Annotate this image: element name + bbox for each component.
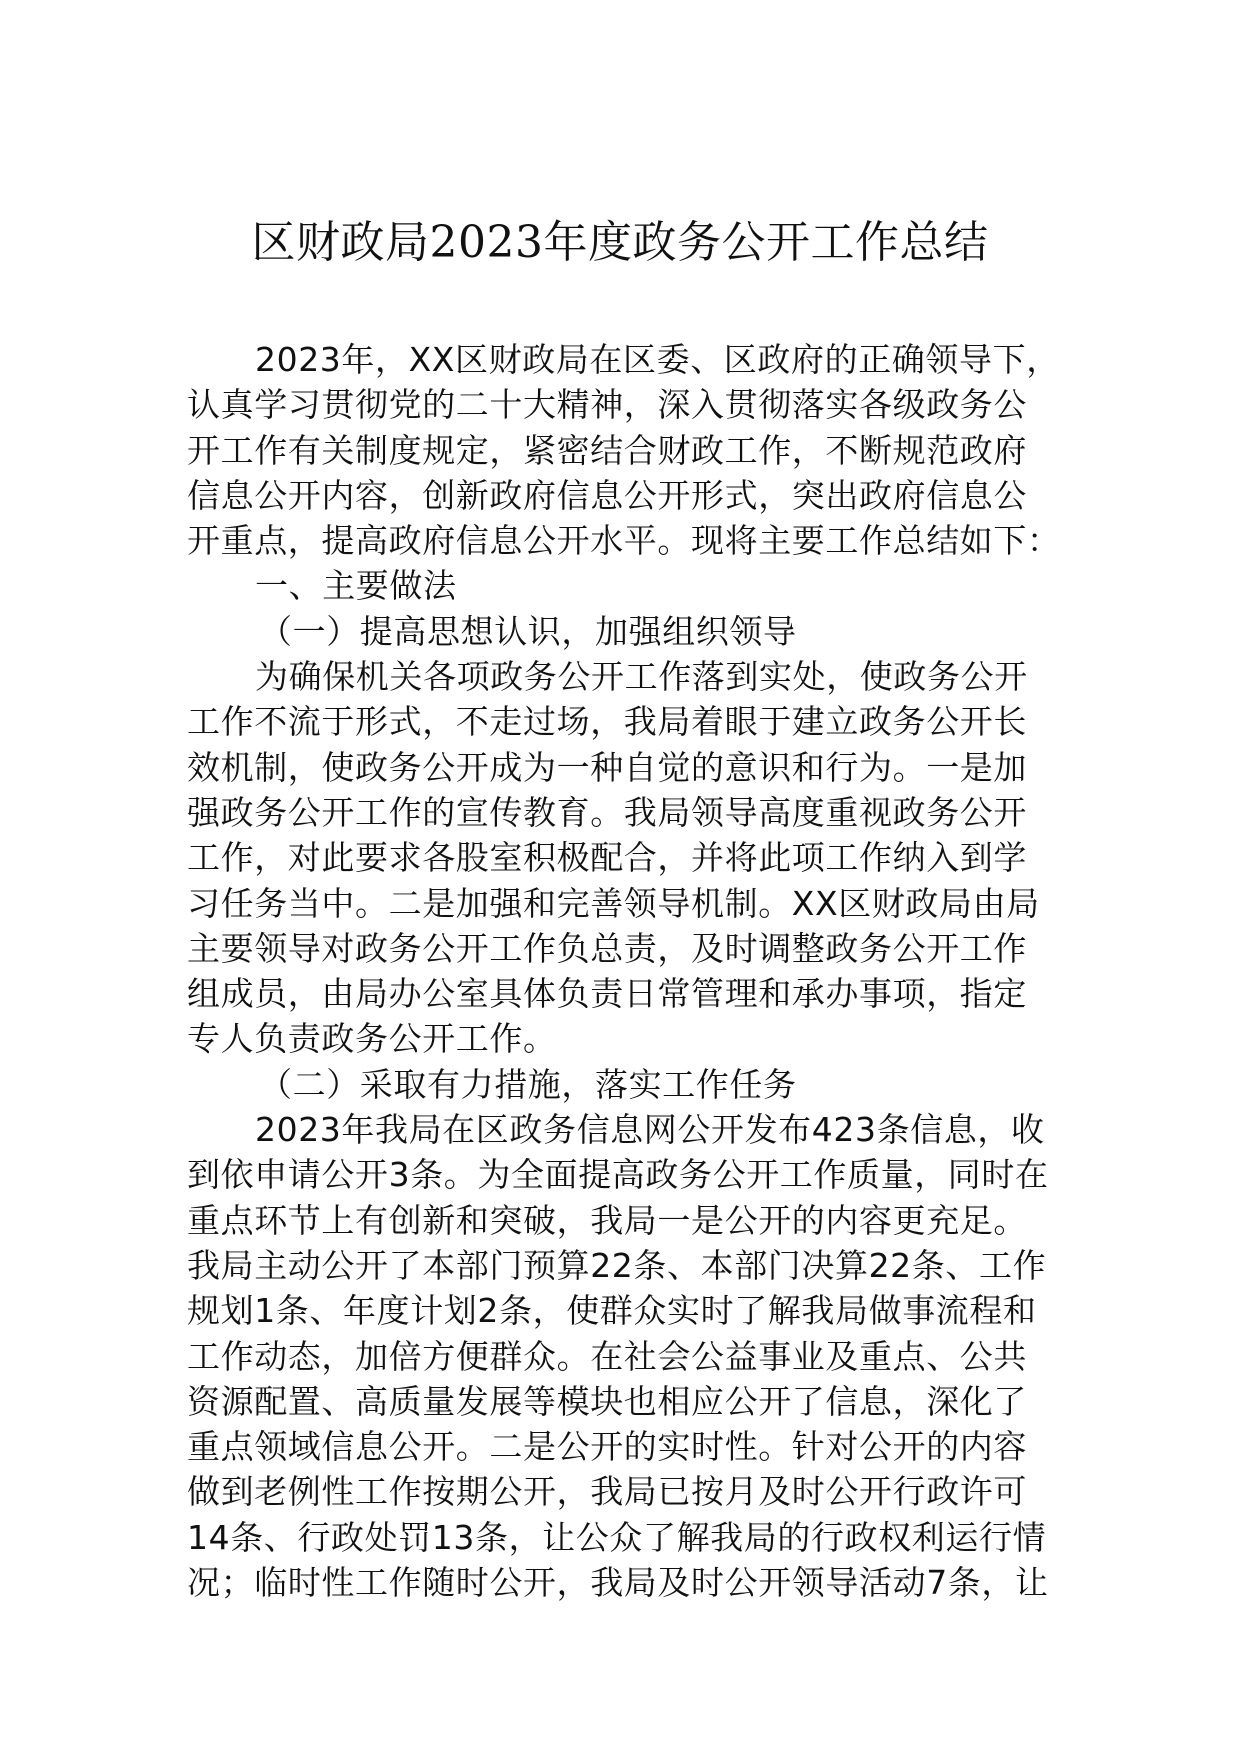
paragraph-line: 认真学习贯彻党的二十大精神，深入贯彻落实各级政务公 [187, 385, 1027, 425]
paragraph-line: 组成员，由局办公室具体负责日常管理和承办事项，指定 [187, 974, 1027, 1014]
paragraph-line: 2023年，XX区财政局在区委、区政府的正确领导下， [255, 340, 1060, 379]
subsection-heading: （二）采取有力措施，落实工作任务 [259, 1064, 797, 1104]
paragraph-line: 2023年我局在区政务信息网公开发布423条信息，收 [255, 1110, 1045, 1150]
paragraph-line: 为确保机关各项政务公开工作落到实处，使政务公开 [255, 657, 1028, 697]
subsection-heading: （一）提高思想认识，加强组织领导 [259, 611, 797, 651]
paragraph-line: 习任务当中。二是加强和完善领导机制。XX区财政局由局 [187, 883, 1040, 923]
paragraph-line: 工作，对此要求各股室积极配合，并将此项工作纳入到学 [187, 838, 1027, 878]
section-heading: 一、主要做法 [255, 566, 457, 606]
paragraph-line: 14条、行政处罚13条，让公众了解我局的行政权利运行情 [187, 1517, 1047, 1557]
paragraph-line: 主要领导对政务公开工作负总责，及时调整政务公开工作 [187, 928, 1027, 968]
paragraph-line: 做到老例性工作按期公开，我局已按月及时公开行政许可 [187, 1472, 1027, 1512]
paragraph-line: 我局主动公开了本部门预算22条、本部门决算22条、工作 [187, 1245, 1047, 1285]
paragraph-line: 效机制，使政务公开成为一种自觉的意识和行为。一是加 [187, 747, 1027, 787]
paragraph-line: 工作动态，加倍方便群众。在社会公益事业及重点、公共 [187, 1336, 1027, 1376]
paragraph-line: 规划1条、年度计划2条，使群众实时了解我局做事流程和 [187, 1291, 1037, 1331]
paragraph-line: 工作不流于形式，不走过场，我局着眼于建立政务公开长 [187, 702, 1027, 742]
document-title: 区财政局2023年度政务公开工作总结 [251, 217, 989, 268]
paragraph-line: 信息公开内容，创新政府信息公开形式，突出政府信息公 [187, 475, 1027, 515]
paragraph-line: 重点领域信息公开。二是公开的实时性。针对公开的内容 [187, 1427, 1027, 1467]
paragraph-line: 况；临时性工作随时公开，我局及时公开领导活动7条，让 [187, 1563, 1049, 1603]
paragraph-line: 开重点，提高政府信息公开水平。现将主要工作总结如下： [187, 521, 1061, 561]
document-body [187, 337, 1061, 1605]
paragraph-line: 到依申请公开3条。为全面提高政务公开工作质量，同时在 [187, 1155, 1049, 1195]
paragraph-line: 开工作有关制度规定，紧密结合财政工作，不断规范政府 [187, 430, 1027, 470]
paragraph-line: 强政务公开工作的宣传教育。我局领导高度重视政务公开 [187, 792, 1027, 832]
paragraph-line: 专人负责政务公开工作。 [187, 1019, 557, 1059]
paragraph-line: 重点环节上有创新和突破，我局一是公开的内容更充足。 [187, 1200, 1027, 1240]
paragraph-line: 资源配置、高质量发展等模块也相应公开了信息，深化了 [187, 1381, 1027, 1421]
